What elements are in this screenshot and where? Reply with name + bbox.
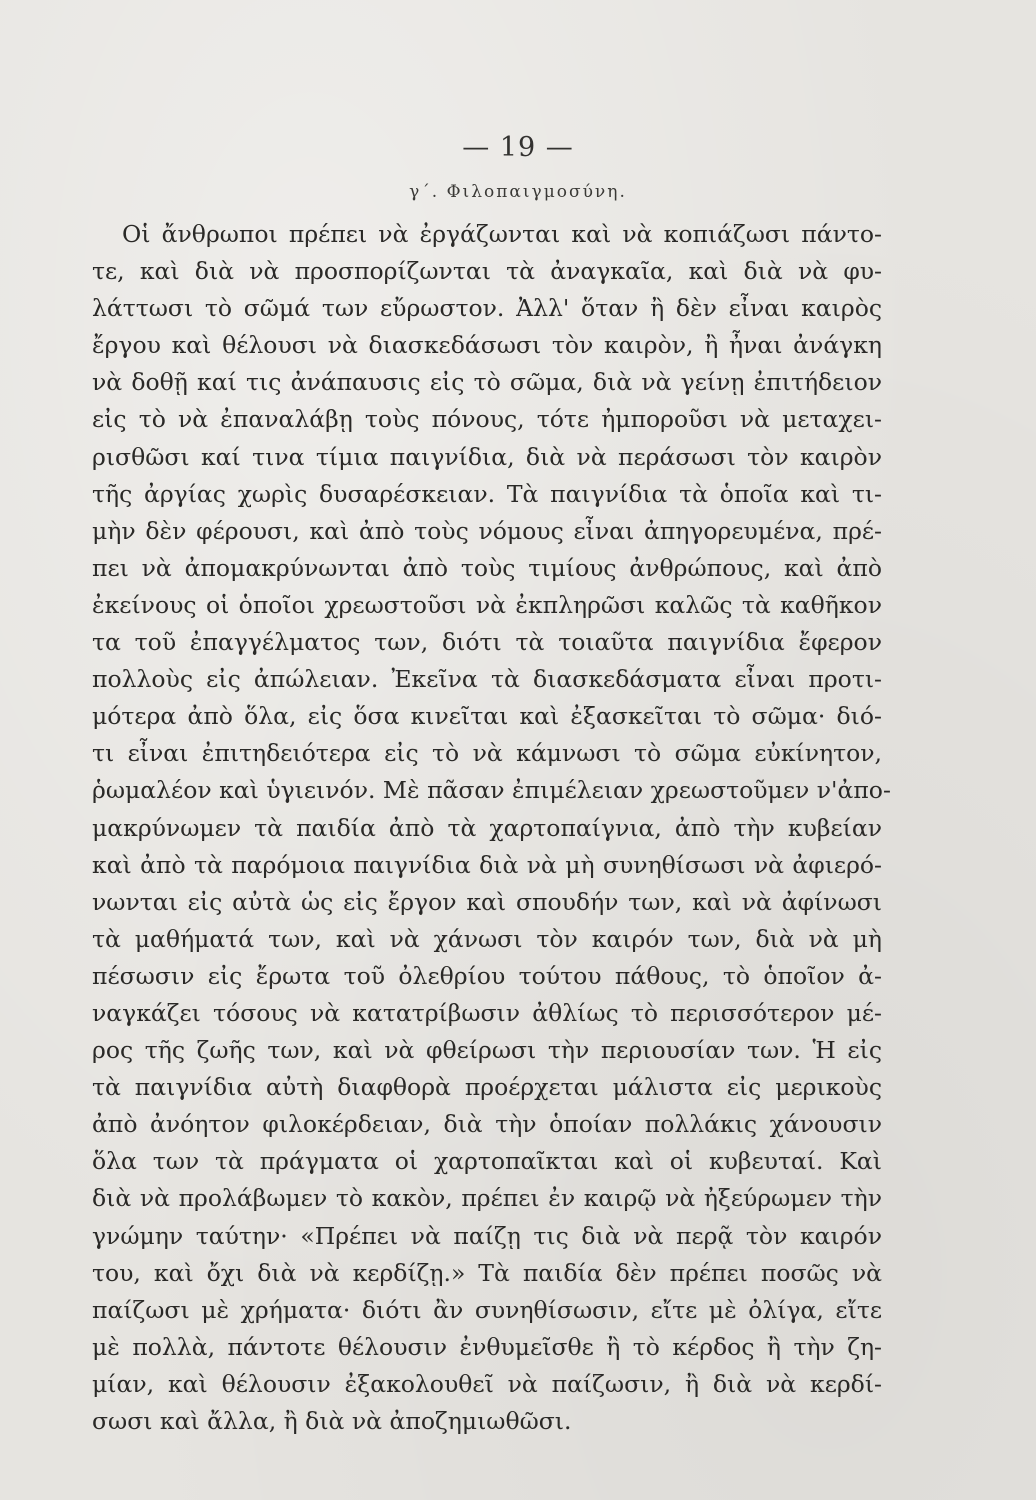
text-line: ῥωμαλέον καὶ ὑγιεινόν. Μὲ πᾶσαν ἐπιμέλειαν χρεωστοῦμεν ν'ἀπο- bbox=[92, 776, 891, 805]
body-paragraph bbox=[92, 216, 891, 1440]
text-line: λάττωσι τὸ σῶμά των εὔρωστον. Ἀλλ' ὅταν ἢ δὲν εἶναι καιρὸς bbox=[92, 294, 882, 323]
text-line: μὴν δὲν φέρουσι, καὶ ἀπὸ τοὺς νόμους εἶναι ἀπηγορευμένα, πρέ- bbox=[92, 516, 882, 545]
text-line: διὰ νὰ προλάβωμεν τὸ κακὸν, πρέπει ἐν καιρῷ νὰ ἠξεύρωμεν τὴν bbox=[92, 1184, 882, 1213]
text-line: μὲ πολλὰ, πάντοτε θέλουσιν ἐνθυμεῖσθε ἢ τὸ κέρδος ἢ τὴν ζη- bbox=[92, 1332, 882, 1361]
text-line: τῆς ἀργίας χωρὶς δυσαρέσκειαν. Τὰ παιγνίδια τὰ ὁποῖα καὶ τι- bbox=[92, 479, 882, 508]
text-line: ρισθῶσι καί τινα τίμια παιγνίδια, διὰ νὰ περάσωσι τὸν καιρὸν bbox=[92, 442, 882, 471]
text-line: του, καὶ ὄχι διὰ νὰ κερδίζῃ.» Τὰ παιδία δὲν πρέπει ποσῶς νὰ bbox=[92, 1258, 882, 1287]
text-line: πει νὰ ἀπομακρύνωνται ἀπὸ τοὺς τιμίους ἀνθρώπους, καὶ ἀπὸ bbox=[92, 553, 882, 582]
text-line: γνώμην ταύτην· «Πρέπει νὰ παίζῃ τις διὰ νὰ περᾷ τὸν καιρόν bbox=[92, 1221, 882, 1250]
text-line: τε, καὶ διὰ νὰ προσπορίζωνται τὰ ἀναγκαῖα, καὶ διὰ νὰ φυ- bbox=[92, 257, 882, 286]
text-line: εἰς τὸ νὰ ἐπαναλάβῃ τοὺς πόνους, τότε ἠμποροῦσι νὰ μεταχει- bbox=[92, 405, 882, 434]
text-line: ρος τῆς ζωῆς των, καὶ νὰ φθείρωσι τὴν περιουσίαν των. Ἡ εἰς bbox=[92, 1036, 882, 1065]
text-line: Οἱ ἄνθρωποι πρέπει νὰ ἐργάζωνται καὶ νὰ κοπιάζωσι πάντο- bbox=[122, 220, 882, 248]
text-line: μακρύνωμεν τὰ παιδία ἀπὸ τὰ χαρτοπαίγνια, ἀπὸ τὴν κυβείαν bbox=[92, 813, 882, 842]
text-line: νωνται εἰς αὐτὰ ὡς εἰς ἔργον καὶ σπουδήν των, καὶ νὰ ἀφίνωσι bbox=[92, 887, 882, 916]
text-line: ἐκείνους οἱ ὁποῖοι χρεωστοῦσι νὰ ἐκπληρῶσι καλῶς τὰ καθῆκον bbox=[92, 590, 882, 619]
text-line: πολλοὺς εἰς ἀπώλειαν. Ἐκεῖνα τὰ διασκεδάσματα εἶναι προτι- bbox=[92, 665, 882, 694]
text-line: τι εἶναι ἐπιτηδειότερα εἰς τὸ νὰ κάμνωσι τὸ σῶμα εὐκίνητον, bbox=[92, 739, 882, 768]
text-line: τὰ παιγνίδια αὐτὴ διαφθορὰ προέρχεται μάλιστα εἰς μερικοὺς bbox=[92, 1073, 882, 1102]
section-heading: γ΄. Φιλοπαιγμοσύνη. bbox=[409, 182, 627, 202]
text-line: ναγκάζει τόσους νὰ κατατρίβωσιν ἀθλίως τὸ περισσότερον μέ- bbox=[92, 998, 882, 1027]
page-number: — 19 — bbox=[462, 132, 574, 163]
text-line: τὰ μαθήματά των, καὶ νὰ χάνωσι τὸν καιρόν των, διὰ νὰ μὴ bbox=[92, 924, 882, 953]
text-line: ἔργου καὶ θέλουσι νὰ διασκεδάσωσι τὸν καιρὸν, ἢ ἦναι ἀνάγκη bbox=[92, 331, 882, 360]
text-line: τα τοῦ ἐπαγγέλματος των, διότι τὰ τοιαῦτα παιγνίδια ἔφερον bbox=[92, 628, 882, 657]
text-line: παίζωσι μὲ χρήματα· διότι ἂν συνηθίσωσιν, εἴτε μὲ ὀλίγα, εἴτε bbox=[92, 1295, 882, 1324]
text-line: καὶ ἀπὸ τὰ παρόμοια παιγνίδια διὰ νὰ μὴ συνηθίσωσι νὰ ἀφιερό- bbox=[92, 850, 882, 879]
text-line: μίαν, καὶ θέλουσιν ἐξακολουθεῖ νὰ παίζωσιν, ἢ διὰ νὰ κερδί- bbox=[92, 1369, 882, 1398]
text-line: πέσωσιν εἰς ἔρωτα τοῦ ὀλεθρίου τούτου πάθους, τὸ ὁποῖον ἀ- bbox=[92, 961, 882, 990]
text-line: ἀπὸ ἀνόητον φιλοκέρδειαν, διὰ τὴν ὁποίαν πολλάκις χάνουσιν bbox=[92, 1110, 882, 1139]
text-line: μότερα ἀπὸ ὅλα, εἰς ὅσα κινεῖται καὶ ἐξασκεῖται τὸ σῶμα· διό- bbox=[92, 702, 882, 731]
text-line: νὰ δοθῇ καί τις ἀνάπαυσις εἰς τὸ σῶμα, διὰ νὰ γείνῃ ἐπιτήδειον bbox=[92, 368, 882, 397]
text-line: σωσι καὶ ἄλλα, ἢ διὰ νὰ ἀποζημιωθῶσι. bbox=[92, 1407, 572, 1435]
text-line: ὅλα των τὰ πράγματα οἱ χαρτοπαῖκται καὶ οἱ κυβευταί. Καὶ bbox=[92, 1147, 882, 1176]
